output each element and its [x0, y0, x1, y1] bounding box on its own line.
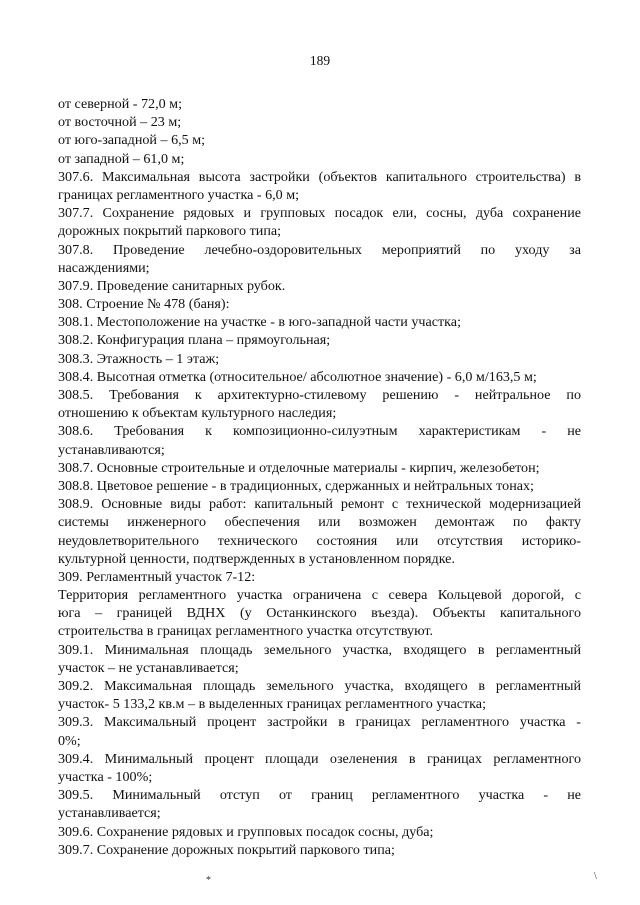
text-line: неудовлетворительного технического состояния или отсутствия историко-	[58, 532, 581, 549]
text-line: отношению к объектам культурного наследия;	[58, 405, 337, 422]
text-line: границах регламентного участка - 6,0 м;	[58, 186, 300, 203]
text-line: строительства в границах регламентного участка отсутствуют.	[58, 623, 434, 640]
text-line: 307.6. Максимальная высота застройки (объектов капитального строительства) в	[58, 168, 581, 185]
text-line: 308.6. Требования к композиционно-силуэтным характеристикам - не	[58, 423, 581, 440]
text-line: 308.1. Местоположение на участке - в юго-западной части участка;	[58, 314, 461, 331]
text-line: участок- 5 133,2 кв.м – в выделенных границах регламентного участка;	[58, 696, 486, 713]
text-line: 307.9. Проведение санитарных рубок.	[58, 277, 286, 294]
text-line: 309.4. Минимальный процент площади озеленения в границах регламентного	[58, 750, 581, 767]
text-line: 309.6. Сохранение рядовых и групповых посадок сосны, дуба;	[58, 823, 434, 840]
text-line: 308.3. Этажность – 1 этаж;	[58, 350, 220, 367]
text-line: от северной - 72,0 м;	[58, 96, 182, 112]
text-line: Территория регламентного участка ограничена с севера Кольцевой дорогой, с	[58, 587, 581, 604]
text-line: от западной – 61,0 м;	[58, 150, 185, 167]
text-line: системы инженерного обеспечения или возможен демонтаж по факту	[58, 514, 581, 531]
scan-mark: \	[594, 871, 597, 882]
text-line: 309.7. Сохранение дорожных покрытий паркового типа;	[58, 841, 395, 858]
text-line: участок – не устанавливается;	[58, 659, 239, 676]
scan-mark: *	[206, 875, 211, 886]
text-line: 308.8. Цветовое решение - в традиционных, сдержанных и нейтральных тонах;	[58, 477, 534, 494]
text-line: устанавливаются;	[58, 441, 165, 458]
text-line: 0%;	[58, 732, 81, 749]
text-line: 309.3. Максимальный процент застройки в границах регламентного участка -	[58, 714, 581, 731]
text-line: устанавливается;	[58, 805, 161, 822]
text-line: 308.7. Основные строительные и отделочные материалы - кирпич, железобетон;	[58, 459, 540, 476]
text-line: юга – границей ВДНХ (у Останкинского въезда). Объекты капитального	[58, 605, 581, 622]
text-line: дорожных покрытий паркового типа;	[58, 223, 282, 240]
text-line: 309.5. Минимальный отступ от границ регламентного участка - не	[58, 787, 581, 804]
text-line: 308.2. Конфигурация плана – прямоугольная;	[58, 332, 331, 349]
text-line: 307.7. Сохранение рядовых и групповых посадок ели, сосны, дуба сохранение	[58, 205, 581, 222]
text-line: от восточной – 23 м;	[58, 114, 182, 131]
text-line: 309. Регламентный участок 7-12:	[58, 568, 256, 585]
text-line: 308. Строение № 478 (баня):	[58, 296, 230, 313]
text-line: участка - 100%;	[58, 768, 153, 785]
text-line: 309.2. Максимальная площадь земельного участка, входящего в регламентный	[58, 678, 581, 694]
text-line: 308.9. Основные виды работ: капитальный ремонт с технической модернизацией	[58, 496, 581, 513]
text-line: 309.1. Минимальная площадь земельного участка, входящего в регламентный	[58, 641, 581, 658]
text-line: 308.4. Высотная отметка (относительное/ абсолютное значение) - 6,0 м/163,5 м;	[58, 368, 537, 385]
text-line: от юго-западной – 6,5 м;	[58, 132, 206, 149]
page-number: 189	[309, 53, 331, 68]
text-line: 307.8. Проведение лечебно-оздоровительных мероприятий по уходу за	[58, 241, 581, 258]
text-line: насаждениями;	[58, 259, 150, 276]
text-line: 308.5. Требования к архитектурно-стилевому решению - нейтральное по	[58, 387, 581, 403]
document-body	[58, 95, 581, 859]
text-line: культурной ценности, подтвержденных в установленном порядке.	[58, 550, 455, 567]
